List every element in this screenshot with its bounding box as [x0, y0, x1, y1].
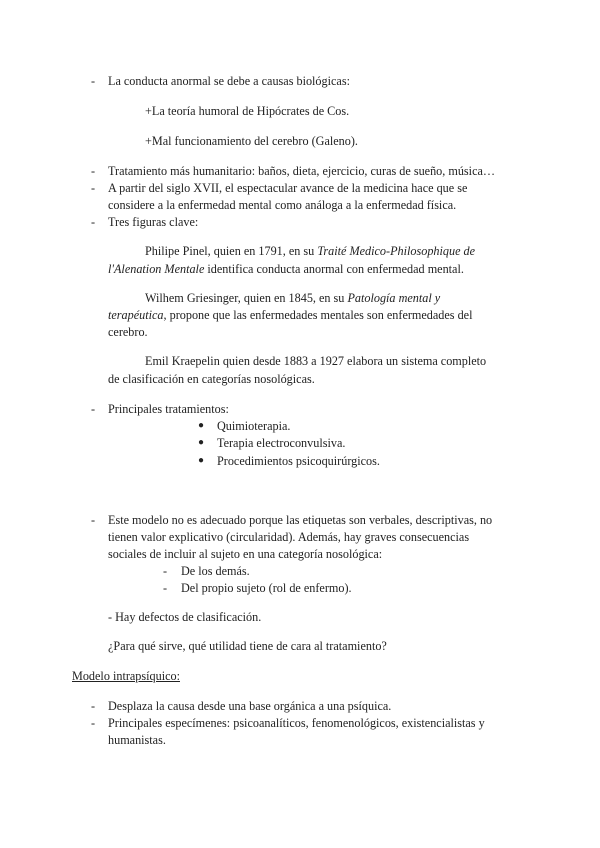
griesinger-text: Wilhem Griesinger, quien en 1845, en su [145, 291, 348, 305]
bullet-dash: - [91, 74, 96, 88]
bullet-dash: - [91, 215, 96, 229]
list-item-continuation: tienen valor explicativo (circularidad). Además, hay graves consecuencias [108, 530, 470, 544]
griesinger-book-title-cont: terapéutica [108, 308, 164, 322]
griesinger-paragraph-line3: cerebro. [108, 325, 148, 339]
sub-list-item: De los demás. [181, 564, 250, 578]
list-item: Principales especímenes: psicoanalíticos, fenomenológicos, existencialistas y [108, 716, 485, 730]
defects-note: - Hay defectos de clasificación. [108, 610, 262, 624]
bullet-dot: ● [198, 437, 205, 448]
pinel-paragraph-line2 [108, 261, 464, 277]
griesinger-text: , propone que las enfermedades mentales son enfermedades del [163, 308, 473, 322]
list-item: Tratamiento más humanitario: baños, dieta, ejercicio, curas de sueño, música… [108, 164, 496, 178]
bullet-dash: - [91, 164, 96, 178]
bullet-dash: - [91, 513, 96, 527]
list-item: Principales tratamientos: [108, 402, 229, 416]
treatment-item: Quimioterapia. [217, 419, 291, 433]
kraepelin-paragraph-line1: Emil Kraepelin quien desde 1883 a 1927 elabora un sistema completo [145, 354, 487, 368]
bullet-dash: - [91, 699, 96, 713]
treatment-item: Procedimientos psicoquirúrgicos. [217, 454, 380, 468]
bullet-dash: - [163, 581, 168, 595]
bullet-dash: - [163, 564, 168, 578]
bullet-dot: ● [198, 420, 205, 431]
question: ¿Para qué sirve, qué utilidad tiene de cara al tratamiento? [108, 639, 387, 653]
pinel-text: Philipe Pinel, quien en 1791, en su [145, 244, 318, 258]
list-item-continuation: humanistas. [108, 733, 166, 747]
bullet-dash: - [91, 181, 96, 195]
bullet-dash: - [91, 716, 96, 730]
bullet-dash: - [91, 402, 96, 416]
griesinger-book-title: Patología mental y [347, 291, 441, 305]
list-item: Tres figuras clave: [108, 215, 199, 229]
list-item-continuation: sociales de incluir al sujeto en una categoría nosológica: [108, 547, 383, 561]
sub-item: +La teoría humoral de Hipócrates de Cos. [145, 104, 350, 118]
griesinger-paragraph-line2 [108, 307, 472, 323]
list-item: Este modelo no es adecuado porque las etiquetas son verbales, descriptivas, no [108, 513, 493, 527]
pinel-paragraph-line1 [145, 243, 475, 259]
list-item: A partir del siglo XVII, el espectacular avance de la medicina hace que se [108, 181, 468, 195]
griesinger-paragraph-line1 [145, 290, 440, 306]
sub-list-item: Del propio sujeto (rol de enfermo). [181, 581, 352, 595]
pinel-text: identifica conducta anormal con enfermedad mental. [204, 262, 464, 276]
pinel-book-title-cont: l'Alenation Mentale [108, 262, 205, 276]
kraepelin-paragraph-line2: de clasificación en categorías nosológicas. [108, 372, 315, 386]
sub-item: +Mal funcionamiento del cerebro (Galeno). [145, 134, 358, 148]
list-item: Desplaza la causa desde una base orgánica a una psíquica. [108, 699, 392, 713]
list-item-continuation: considere a la enfermedad mental como análoga a la enfermedad física. [108, 198, 457, 212]
treatment-item: Terapia electroconvulsiva. [217, 436, 346, 450]
pinel-book-title: Traité Medico-Philosophique de [317, 244, 476, 258]
list-item: La conducta anormal se debe a causas biológicas: [108, 74, 350, 88]
bullet-dot: ● [198, 455, 205, 466]
section-heading: Modelo intrapsíquico: [72, 669, 180, 683]
